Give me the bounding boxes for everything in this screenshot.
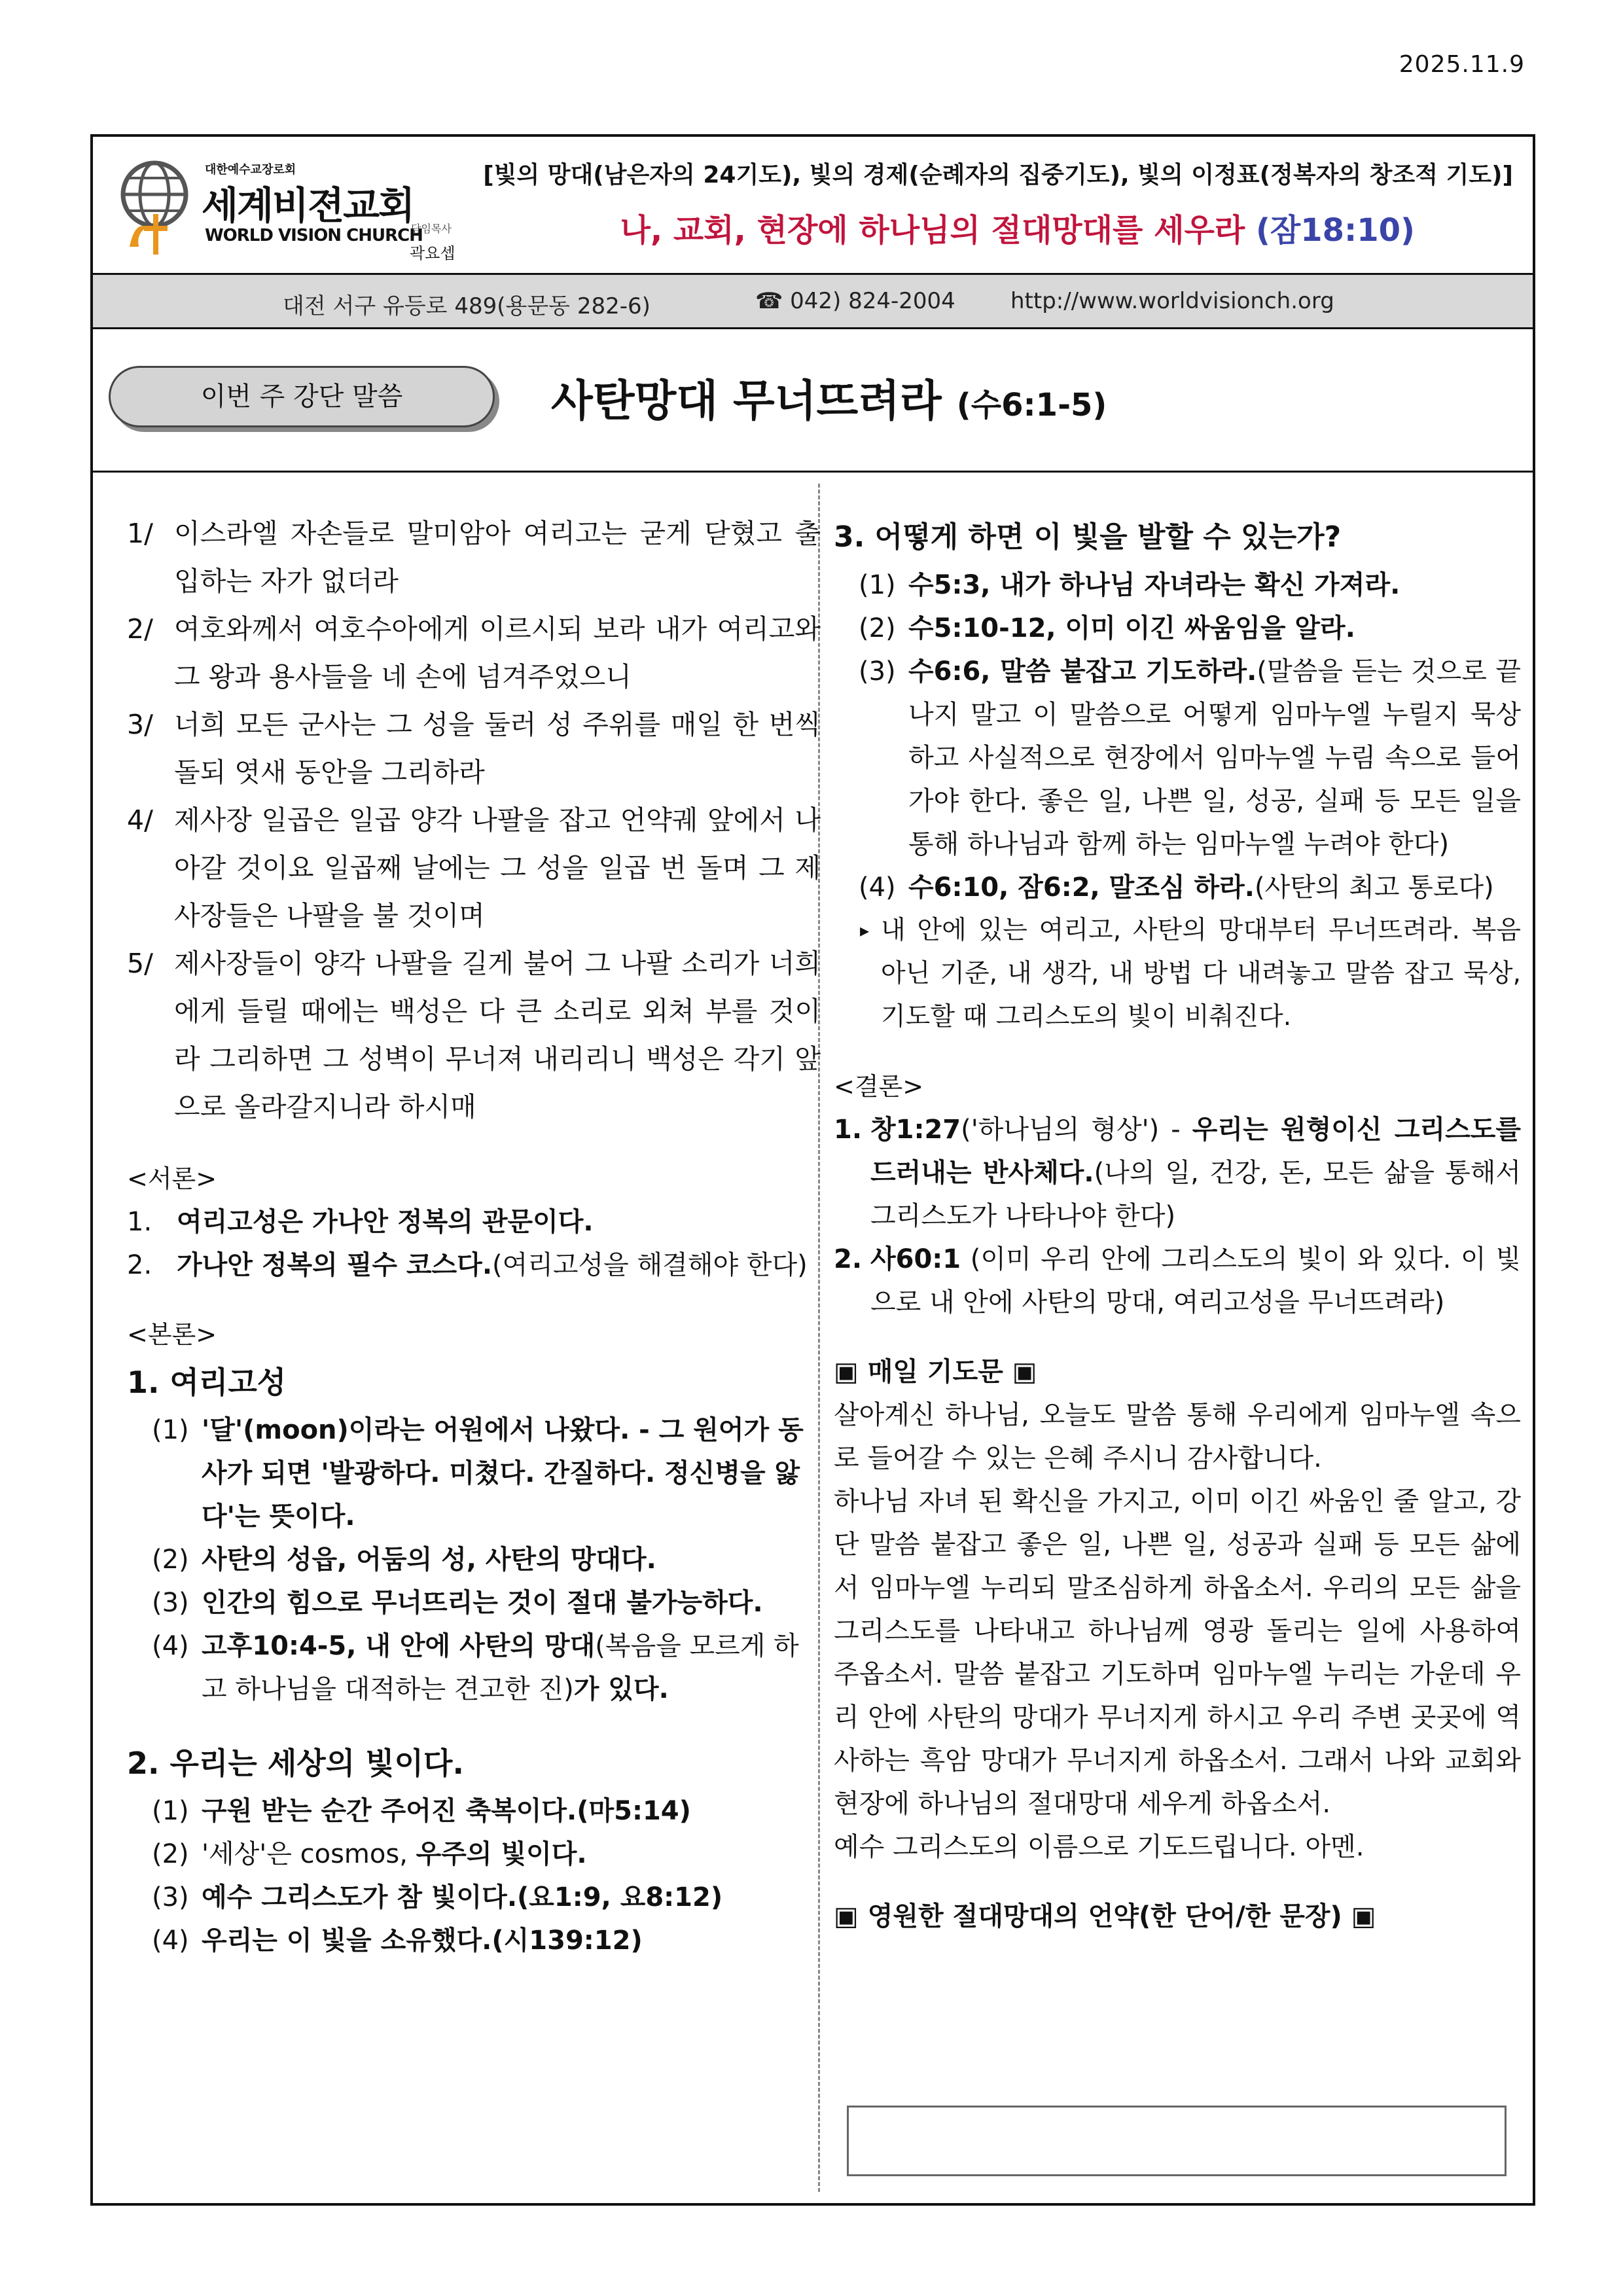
prayer-text	[834, 1393, 1521, 1869]
item-text: 예수 그리스도가 참 빛이다.(요1:9, 요8:12)	[202, 1882, 723, 1912]
website-url[interactable]: http://www.worldvisionch.org	[1010, 288, 1334, 314]
verse	[127, 510, 821, 605]
item-text: 여리고성은 가나안 정복의 관문이다.	[177, 1207, 594, 1237]
verse-number: 3/	[127, 709, 153, 740]
section-item	[859, 866, 1521, 909]
conclusion-item	[834, 1238, 1521, 1324]
church-name-en: WORLD VISION CHURCH	[205, 226, 423, 245]
section-item	[152, 1581, 821, 1624]
verse-number: 4/	[127, 804, 153, 836]
section-item	[152, 1789, 821, 1833]
item-number: (3)	[859, 656, 896, 687]
church-logo	[116, 149, 457, 263]
verse	[127, 701, 821, 797]
sermon-reference: (수6:1-5)	[956, 387, 1107, 423]
section-item	[152, 1833, 821, 1876]
scripture-passage	[127, 510, 821, 1131]
prayer-line: 예수 그리스도의 이름으로 기도드립니다. 아멘.	[834, 1832, 1364, 1862]
item-text: 창1:27	[870, 1115, 961, 1145]
item-text: 사60:1	[870, 1244, 961, 1274]
bulletin-date: 2025.11.9	[1399, 51, 1525, 78]
verse-number: 1/	[127, 518, 153, 549]
item-text: 가나안 정복의 필수 코스다.	[177, 1250, 493, 1280]
intro-heading: <서론>	[127, 1164, 217, 1193]
item-number: 2.	[834, 1244, 863, 1274]
item-note: ('하나님의 형상') -	[961, 1115, 1192, 1145]
verse-text: 이스라엘 자손들로 말미암아 여리고는 굳게 닫혔고 출입하는 자가 없더라	[174, 518, 821, 597]
prayer-line: 살아계신 하나님, 오늘도 말씀 통해 우리에게 임마누엘 속으로 들어갈 수 있는 은혜 주시니 감사합니다.	[834, 1400, 1521, 1473]
bullet-note	[834, 909, 1521, 1039]
sermon-title-line	[551, 366, 1107, 428]
body-heading: <본론>	[127, 1320, 217, 1349]
denomination-label: 대한예수교장로회	[205, 163, 296, 177]
verse	[127, 940, 821, 1131]
item-note: (말씀을 듣는 것으로 끝나지 말고 이 말씀으로 어떻게 임마누엘 누릴지 묵상하고 사실적으로 현장에서 임마누엘 누림 속으로 들어가야 한다. 좋은 일, 나쁜 일, 성공, 실패 등 모든 일을 통해 하나님과 함께 하는 임마누엘 누려야 한다)	[908, 656, 1521, 859]
item-text: 우주의 빛이다.	[416, 1839, 587, 1869]
intro-item	[127, 1200, 821, 1244]
section-title: 2. 우리는 세상의 빛이다.	[127, 1746, 464, 1781]
sermon-title: 사탄망대 무너뜨려라	[551, 376, 942, 426]
item-number: (2)	[152, 1839, 189, 1869]
item-number: (1)	[152, 1796, 189, 1826]
section-title: 3. 어떻게 하면 이 빛을 발할 수 있는가?	[834, 520, 1342, 554]
verse	[127, 797, 821, 940]
section-item	[152, 1876, 821, 1919]
section-item	[152, 1919, 821, 1962]
verse-text: 제사장들이 양각 나팔을 길게 불어 그 나팔 소리가 너희에게 들릴 때에는 백성은 다 큰 소리로 외쳐 부를 것이라 그리하면 그 성벽이 무너져 내리리니 백성은 각기 앞으로 올라갈지니라 하시매	[174, 948, 821, 1122]
section-item	[152, 1538, 821, 1581]
verse-text: 여호와께서 여호수아에게 이르시되 보라 내가 여리고와 그 왕과 용사들을 네 손에 넘겨주었으니	[174, 613, 821, 692]
conclusion-heading: <결론>	[834, 1072, 924, 1101]
item-number: (2)	[859, 613, 896, 643]
prayer-heading: ▣ 매일 기도문 ▣	[834, 1357, 1037, 1387]
item-text: 사탄의 성읍, 어둠의 성, 사탄의 망대다.	[202, 1545, 656, 1575]
item-number: (3)	[152, 1588, 189, 1618]
item-number: (1)	[859, 570, 896, 600]
bullet-text: 내 안에 있는 여리고, 사탄의 망대부터 무너뜨려라. 복음 아닌 기준, 내 생각, 내 방법 다 내려놓고 말씀 잡고 묵상, 기도할 때 그리스도의 빛이 비춰진다.	[881, 916, 1521, 1031]
covenant-answer-box[interactable]	[847, 2106, 1507, 2176]
verse-text: 제사장 일곱은 일곱 양각 나팔을 잡고 언약궤 앞에서 나아갈 것이요 일곱째 날에는 그 성을 일곱 번 돌며 그 제사장들은 나팔을 불 것이며	[174, 804, 821, 931]
header	[93, 137, 1533, 273]
item-note: (나의 일, 건강, 돈, 모든 삶을 통해서 그리스도가 나타나야 한다)	[870, 1158, 1522, 1231]
section-item	[859, 650, 1521, 866]
pastor-label: 담임목사	[411, 223, 452, 235]
item-text: 가 있다.	[573, 1674, 669, 1704]
item-number: (4)	[859, 872, 896, 903]
item-text: 수6:10, 잠6:2, 말조심 하라.	[908, 872, 1255, 903]
item-note: '세상'은 cosmos,	[202, 1839, 416, 1869]
address-bar	[93, 273, 1533, 329]
intro-item	[127, 1244, 821, 1287]
street-address: 대전 서구 유등로 489(용문동 282-6)	[283, 293, 651, 319]
item-number: 2.	[127, 1250, 152, 1280]
item-text: 수5:3, 내가 하나님 자녀라는 확신 가져라.	[908, 570, 1400, 600]
item-note: (사탄의 최고 통로다)	[1255, 872, 1494, 903]
verse-text: 너희 모든 군사는 그 성을 둘러 성 주위를 매일 한 번씩 돌되 엿새 동안을 그리하라	[174, 709, 821, 788]
item-text: 수5:10-12, 이미 이긴 싸움임을 알라.	[908, 613, 1355, 643]
item-number: 1.	[834, 1115, 863, 1145]
church-name: 세계비젼교회	[202, 183, 414, 228]
bulletin-frame	[90, 134, 1535, 2206]
pastor-name: 곽요셉	[410, 244, 455, 262]
prayer-line: 하나님 자녀 된 확신을 가지고, 이미 이긴 싸움인 줄 알고, 강단 말씀 붙잡고 좋은 일, 나쁜 일, 성공과 실패 등 모든 삶에서 임마누엘 누리되 말조심하게 하옵소서. 우리의 모든 삶을 그리스도를 나타내고 하나님께 영광 돌리는 일에 사용하여 주옵소서. 말씀 붙잡고 기도하며 임마누엘 누리는 가운데 우리 안에 사탄의 망대가 무너지게 하시고 우리 주변 곳곳에 역사하는 흑암 망대가 무너지게 하옵소서. 그래서 나와 교회와 현장에 하나님의 절대망대 세우게 하옵소서.	[834, 1486, 1521, 1819]
item-text: '달'(moon)이라는 어원에서 나왔다. - 그 원어가 동사가 되면 '발광하다. 미쳤다. 간질하다. 정신병을 앓다'는 뜻이다.	[202, 1415, 804, 1532]
section-title: 1. 여리고성	[127, 1365, 287, 1400]
item-number: (3)	[152, 1882, 189, 1912]
item-text: 수6:6, 말씀 붙잡고 기도하라.	[908, 656, 1257, 687]
item-text: 인간의 힘으로 무너뜨리는 것이 절대 불가능하다.	[202, 1588, 763, 1618]
section-item	[859, 564, 1521, 607]
triangle-bullet-icon: ▸	[860, 920, 870, 941]
covenant-heading: ▣ 영원한 절대망대의 언약(한 단어/한 문장) ▣	[834, 1901, 1376, 1931]
verse-number: 5/	[127, 948, 153, 979]
verse-number: 2/	[127, 613, 153, 645]
right-column	[834, 511, 1521, 1938]
item-number: 1.	[127, 1207, 152, 1237]
globe-cross-icon	[116, 149, 188, 260]
section-item	[152, 1408, 821, 1538]
divider	[93, 471, 1533, 473]
verse	[127, 605, 821, 701]
conclusion-item	[834, 1108, 1521, 1238]
item-text: 고후10:4-5, 내 안에 사탄의 망대	[202, 1631, 596, 1661]
item-note: (이미 우리 안에 그리스도의 빛이 와 있다. 이 빛으로 내 안에 사탄의 망대, 여리고성을 무너뜨려라)	[870, 1244, 1521, 1318]
theme-reference: (잠18:10)	[1255, 212, 1415, 249]
vision-line: [빛의 망대(남은자의 24기도), 빛의 경제(순례자의 집중기도), 빛의 이정표(정복자의 창조적 기도)]	[483, 162, 1513, 188]
item-number: (2)	[152, 1545, 189, 1575]
theme-text: 나, 교회, 현장에 하나님의 절대망대를 세우라	[620, 212, 1245, 249]
item-text: 우리는 이 빛을 소유했다.(시139:12)	[202, 1926, 643, 1956]
sermon-tag: 이번 주 강단 말씀	[109, 366, 495, 427]
section-item	[152, 1624, 821, 1711]
theme-line	[620, 205, 1415, 250]
item-number: (4)	[152, 1631, 189, 1661]
section-item	[859, 607, 1521, 650]
item-text: 우리는 원형이신 그리스도를 드러내는 반사체다.	[870, 1115, 1522, 1188]
item-number: (4)	[152, 1926, 189, 1956]
item-note: (여리고성을 해결해야 한다)	[492, 1250, 808, 1280]
item-note: (복음을 모르게 하고 하나님을 대적하는 견고한 진)	[202, 1631, 799, 1704]
phone-number: ☎ 042) 824-2004	[755, 288, 955, 314]
item-text: 구원 받는 순간 주어진 축복이다.(마5:14)	[202, 1796, 691, 1826]
item-number: (1)	[152, 1415, 189, 1445]
left-column	[127, 510, 821, 1962]
